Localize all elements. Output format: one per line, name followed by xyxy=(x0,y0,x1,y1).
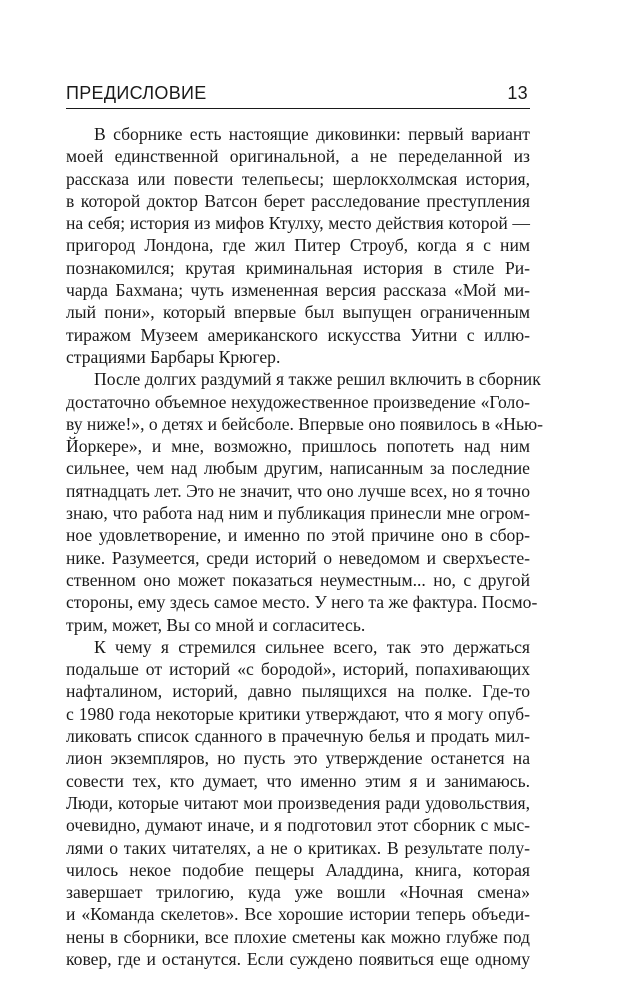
text-line: тиражом Музеем американского искусства Уитни с иллю- xyxy=(66,324,530,345)
text-line: сильнее, чем над любым другим, написанным за последние xyxy=(66,458,530,479)
text-line: трим, может, Вы со мной и согласитесь. xyxy=(66,614,366,635)
text-line: познакомился; крутая криминальная история в стиле Ри- xyxy=(66,257,530,278)
text-line: лый пони», который впервые был выпущен ограниченным xyxy=(66,302,530,323)
book-page xyxy=(66,80,543,970)
text-line: К чему я стремился сильнее всего, так это держаться xyxy=(94,636,530,657)
text-line: совести тех, кто думает, что именно этим я и занимаюсь. xyxy=(66,770,530,791)
text-line: нафталином, историй, давно пылящихся на полке. Где-то xyxy=(66,681,530,702)
text-line: в которой доктор Ватсон берет расследование преступления xyxy=(66,190,530,211)
paragraph xyxy=(66,368,543,636)
text-line: ковер, где и останутся. Если суждено появиться еще одному xyxy=(66,948,530,969)
text-line: нике. Разумеется, среди историй о неведомом и сверхъесте- xyxy=(66,547,530,568)
text-line: лион экземпляров, но пусть это утверждение останется на xyxy=(66,748,530,769)
text-line: лями о таких читателях, а не о критиках. В результате полу- xyxy=(66,837,530,858)
text-line: с 1980 года некоторые критики утверждают, что я могу опуб- xyxy=(66,703,530,724)
text-line: Люди, которые читают мои произведения ради удовольствия, xyxy=(66,792,530,813)
text-line: на себя; история из мифов Ктулху, место действия которой — xyxy=(66,213,530,234)
text-line: достаточно объемное нехудожественное произведение «Голо- xyxy=(66,391,530,412)
running-header xyxy=(66,80,530,109)
text-line: пятнадцать лет. Это не значит, что оно лучше всех, но я точно xyxy=(66,480,530,501)
paragraph xyxy=(66,636,530,970)
text-line: подальше от историй «с бородой», историй, попахивающих xyxy=(66,659,530,680)
text-line: В сборнике есть настоящие диковинки: первый вариант xyxy=(94,124,530,144)
text-line: После долгих раздумий я также решил включить в сборник xyxy=(94,369,541,390)
section-title: ПРЕДИСЛОВИЕ xyxy=(66,83,207,103)
text-line: чарда Бахмана; чуть измененная версия рассказа «Мой ми- xyxy=(66,280,530,301)
text-line: рассказа или повести телепьесы; шерлокхолмская история, xyxy=(66,168,530,189)
body-text xyxy=(66,123,543,970)
text-line: завершает трилогию, куда уже вошли «Ночная смена» xyxy=(66,882,530,903)
text-line: и «Команда скелетов». Все хорошие истории теперь объеди- xyxy=(66,904,530,925)
text-line: очевидно, думают иначе, и я подготовил этот сборник с мыс- xyxy=(66,815,530,836)
text-line: стороны, ему здесь самое место. У него та же фактура. Посмо- xyxy=(66,592,538,613)
text-line: страциями Барбары Крюгер. xyxy=(66,346,281,367)
text-line: нены в сборники, все плохие сметены как можно глубже под xyxy=(66,926,530,947)
text-line: пригород Лондона, где жил Питер Строуб, когда я с ним xyxy=(66,235,530,256)
text-line: Йоркере», и мне, возможно, пришлось попотеть над ним xyxy=(66,436,530,457)
text-line: ственном оно может показаться неуместным... но, с другой xyxy=(66,569,530,590)
text-line: ликовать список сданного в прачечную белья и продать мил- xyxy=(66,726,530,747)
page-number: 13 xyxy=(507,83,528,103)
text-line: ву ниже!», о детях и бейсболе. Впервые оно появилось в «Нью- xyxy=(66,413,543,434)
text-line: ное удовлетворение, и именно по этой причине оно в сбор- xyxy=(66,525,530,546)
text-line: знаю, что работа над ним и публикация принесли мне огром- xyxy=(66,503,530,524)
paragraph xyxy=(66,123,530,368)
text-line: чилось некое подобие пещеры Аладдина, книга, которая xyxy=(66,859,530,880)
text-line: моей единственной оригинальной, а не переделанной из xyxy=(66,146,530,167)
